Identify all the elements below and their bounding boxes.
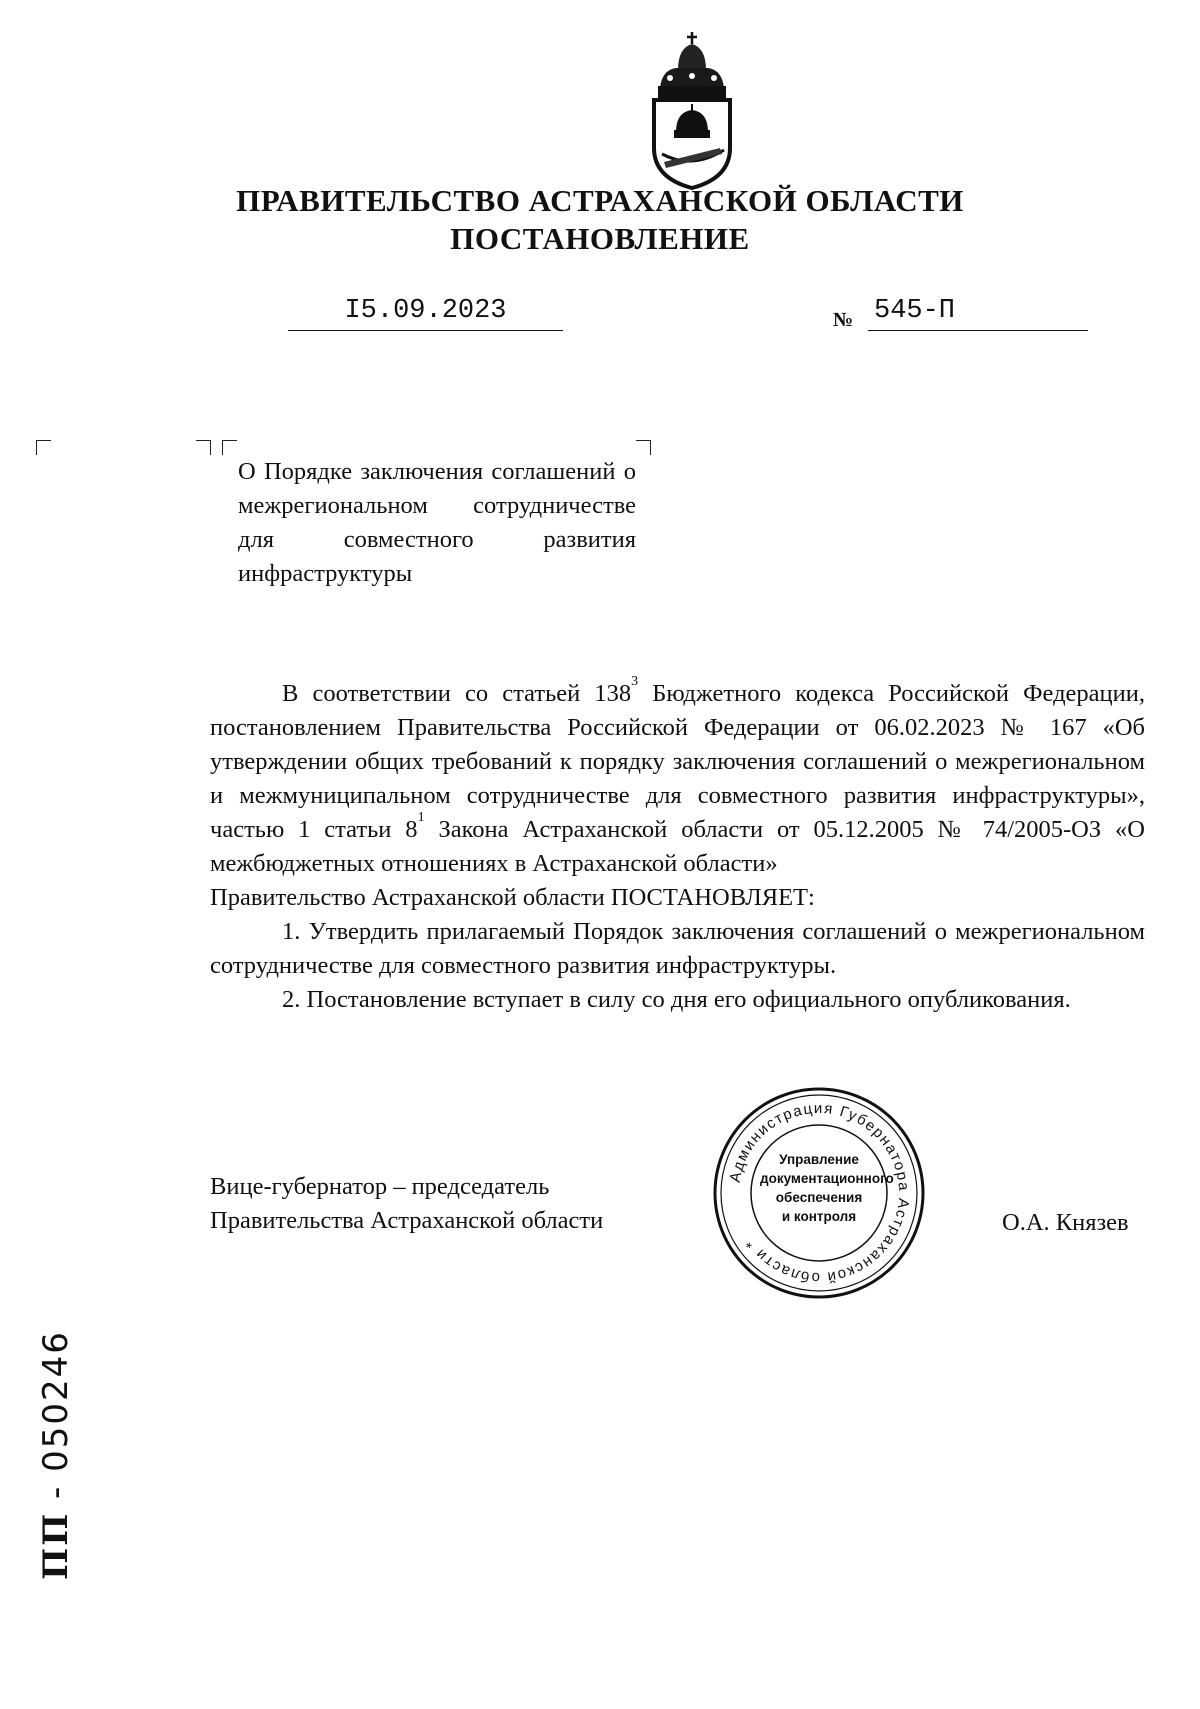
stamp-center-line: обеспечения — [775, 1190, 863, 1205]
margin-corner-mark — [36, 440, 51, 455]
document-number-value: 545-П — [874, 296, 956, 326]
preamble-text-part2: Бюджетного кодекса Российской Федерации, постановлением Правительства Российской Федерации от 06.02.2023 № 167 «Об утверждении общих требований к порядку заключения соглашений о межрегиональном и межмуниципальном сотрудничестве для совместного развития инфраструктуры», частью 1 статьи 8 — [210, 680, 1145, 843]
government-heading: ПРАВИТЕЛЬСТВО АСТРАХАНСКОЙ ОБЛАСТИ — [236, 183, 964, 218]
signatory-position-line2: Правительства Астраханской области — [210, 1207, 604, 1234]
signatory-position-line1: Вице-губернатор – председатель — [210, 1173, 550, 1200]
stamp-center-text — [760, 1150, 894, 1226]
preamble-text-part3: Закона Астраханской области от 05.12.2005 № 74/2005-ОЗ «О межбюджетных отношениях в Астраханской области» — [210, 816, 1145, 877]
document-date — [288, 296, 563, 331]
superscript-article-index: 1 — [417, 810, 425, 825]
resolves-line: Правительство Астраханской области ПОСТАНОВЛЯЕТ: — [210, 884, 815, 911]
preamble-paragraph — [210, 674, 1145, 881]
number-sign: № — [833, 309, 854, 331]
form-serial-number — [36, 1330, 76, 1580]
stamp-center-line: и контроля — [781, 1209, 857, 1224]
title-corner-mark-left-b — [222, 440, 237, 455]
stamp-ring-text: Администрация Губернатора Астраханской области * — [726, 1099, 913, 1287]
coat-of-arms-icon — [640, 30, 745, 190]
resolution-item-1: 1. Утвердить прилагаемый Порядок заключения соглашений о межрегиональном сотрудничестве для совместного развития инфраструктуры. — [210, 918, 1145, 979]
title-corner-mark-right — [636, 440, 651, 455]
superscript-article-index: 3 — [631, 674, 639, 689]
preamble-text-part1: В соответствии со статьей 138 — [282, 680, 632, 707]
serial-prefix: ПП — [36, 1511, 76, 1580]
document-body — [210, 674, 1145, 1017]
resolution-item-2: 2. Постановление вступает в силу со дня его официального опубликования. — [282, 986, 1071, 1013]
document-title: О Порядке заключения соглашений о межрегиональном сотрудничестве для совместного развития инфраструктуры — [238, 458, 636, 587]
document-type-heading: ПОСТАНОВЛЕНИЕ — [450, 221, 750, 256]
title-corner-mark-left-a — [196, 440, 211, 455]
serial-dash: - — [36, 1471, 76, 1512]
signatory-name: О.А. Князев — [1002, 1209, 1129, 1236]
stamp-center-line: документационного — [760, 1171, 894, 1186]
document-number — [868, 296, 1088, 331]
stamp-center-line: Управление — [779, 1152, 859, 1167]
serial-number: 050246 — [36, 1330, 76, 1472]
document-date-value: I5.09.2023 — [344, 296, 507, 326]
